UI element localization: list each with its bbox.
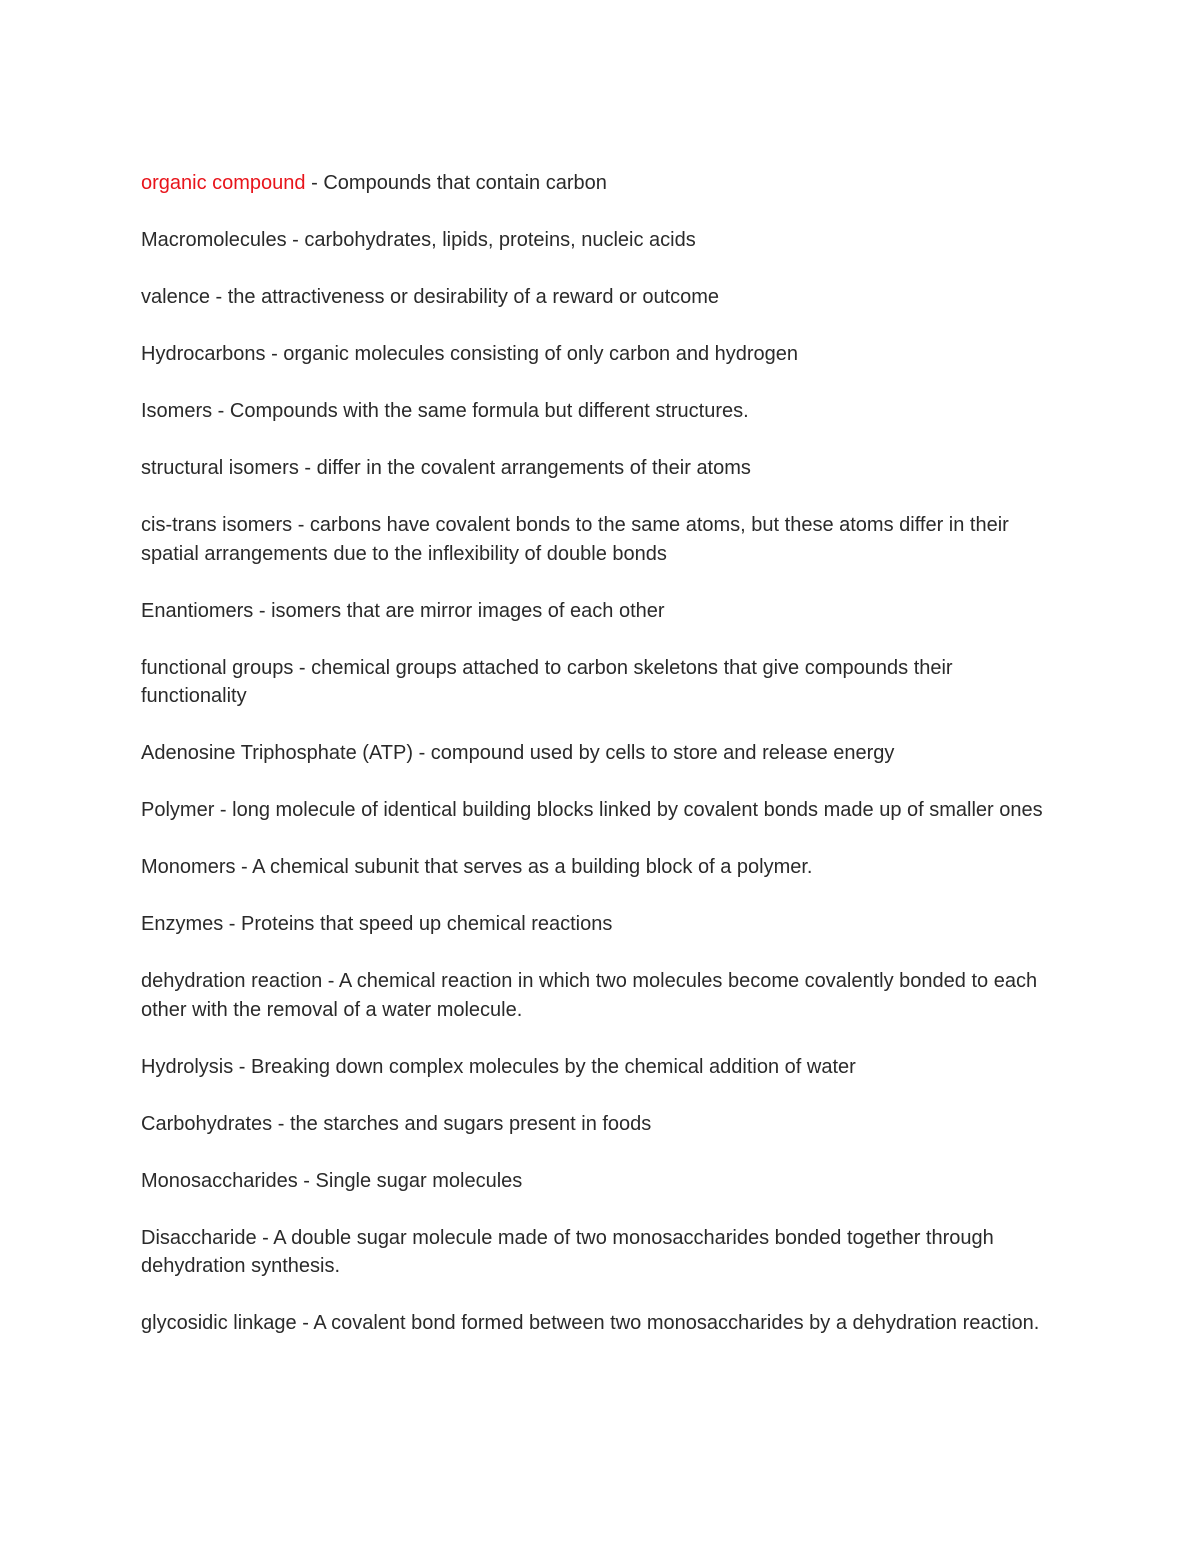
glossary-definition: A double sugar molecule made of two monosaccharides bonded together through dehydration synthesis. <box>141 1226 994 1277</box>
term-separator: - <box>233 1055 252 1078</box>
term-separator: - <box>212 400 230 422</box>
glossary-definition: the starches and sugars present in foods <box>289 1112 652 1135</box>
term-separator: - <box>265 343 284 365</box>
glossary-entry <box>141 910 1061 939</box>
glossary-definition: Breaking down complex molecules by the chemical addition of water <box>251 1055 856 1078</box>
glossary-entry <box>141 1309 1061 1338</box>
glossary-definition: Compounds with the same formula but different structures. <box>229 400 749 422</box>
glossary-definition: Single sugar molecules <box>315 1169 523 1192</box>
glossary-definition: compound used by cells to store and release energy <box>430 742 895 764</box>
glossary-entry <box>141 169 1061 198</box>
glossary-term: structural isomers <box>141 457 299 479</box>
term-separator: - <box>286 229 305 251</box>
glossary-entry <box>141 283 1061 312</box>
glossary-term: Disaccharide <box>141 1226 257 1249</box>
glossary-definition: Compounds that contain carbon <box>323 172 607 194</box>
glossary-term: organic compound <box>141 172 306 194</box>
glossary-definition: carbohydrates, lipids, proteins, nucleic acids <box>304 229 696 251</box>
glossary-term: Enzymes <box>141 913 224 935</box>
glossary-term: Enantiomers <box>141 599 254 622</box>
term-separator: - <box>253 599 272 622</box>
glossary-entry <box>141 1167 1061 1196</box>
glossary-definition: A chemical subunit that serves as a building block of a polymer. <box>252 856 813 878</box>
glossary-term: Polymer <box>141 799 215 821</box>
glossary-entry <box>141 739 1061 768</box>
term-separator: - <box>272 1112 290 1135</box>
glossary-definition: the attractiveness or desirability of a reward or outcome <box>227 286 720 308</box>
term-separator: - <box>413 742 431 764</box>
term-separator: - <box>298 457 317 479</box>
glossary-entry <box>141 796 1061 825</box>
glossary-entry <box>141 1110 1061 1139</box>
glossary-entry <box>141 511 1061 568</box>
term-separator: - <box>296 1312 314 1334</box>
glossary-entry <box>141 1053 1061 1082</box>
term-separator: - <box>305 172 324 194</box>
glossary-entry <box>141 597 1061 626</box>
glossary-entry <box>141 654 1061 711</box>
glossary-definition: long molecule of identical building blocks linked by covalent bonds made up of smaller ones <box>232 799 1043 821</box>
glossary-term: cis-trans isomers <box>141 514 293 536</box>
glossary-entry <box>141 1224 1061 1281</box>
glossary-term: glycosidic linkage <box>141 1312 297 1334</box>
glossary-term: dehydration reaction <box>141 970 323 992</box>
glossary-term: Adenosine Triphosphate (ATP) <box>141 742 414 764</box>
glossary-definition: chemical groups attached to carbon skeletons that give compounds their functionality <box>141 656 953 707</box>
term-separator: - <box>214 799 233 821</box>
glossary-term: Macromolecules <box>141 229 287 251</box>
glossary-entry <box>141 967 1061 1024</box>
term-separator: - <box>297 1169 316 1192</box>
glossary-term: Monomers <box>141 856 236 878</box>
glossary-term: functional groups <box>141 656 294 679</box>
glossary-term: Monosaccharides <box>141 1169 298 1192</box>
term-separator: - <box>322 970 339 992</box>
glossary-definition: Proteins that speed up chemical reactions <box>241 913 613 935</box>
term-separator: - <box>209 286 228 308</box>
glossary-entry <box>141 226 1061 255</box>
term-separator: - <box>293 656 312 679</box>
glossary-list <box>141 169 1061 1366</box>
glossary-entry <box>141 454 1061 483</box>
glossary-entry <box>141 340 1061 369</box>
term-separator: - <box>256 1226 274 1249</box>
term-separator: - <box>292 514 310 536</box>
glossary-definition: organic molecules consisting of only carbon and hydrogen <box>283 343 799 365</box>
glossary-definition: A chemical reaction in which two molecules become covalently bonded to each other with the removal of a water molecule. <box>141 970 1038 1021</box>
glossary-term: Hydrolysis <box>141 1055 234 1078</box>
glossary-entry <box>141 853 1061 882</box>
glossary-definition: carbons have covalent bonds to the same atoms, but these atoms differ in their spatial arrangements due to the inflexibility of double bonds <box>141 514 1009 565</box>
glossary-term: Isomers <box>141 400 213 422</box>
glossary-entry <box>141 397 1061 426</box>
glossary-definition: isomers that are mirror images of each other <box>271 599 665 622</box>
glossary-term: Hydrocarbons <box>141 343 266 365</box>
glossary-term: Carbohydrates <box>141 1112 273 1135</box>
glossary-definition: differ in the covalent arrangements of their atoms <box>316 457 751 479</box>
term-separator: - <box>235 856 253 878</box>
glossary-term: valence <box>141 286 210 308</box>
term-separator: - <box>223 913 242 935</box>
glossary-definition: A covalent bond formed between two monosaccharides by a dehydration reaction. <box>313 1312 1040 1334</box>
